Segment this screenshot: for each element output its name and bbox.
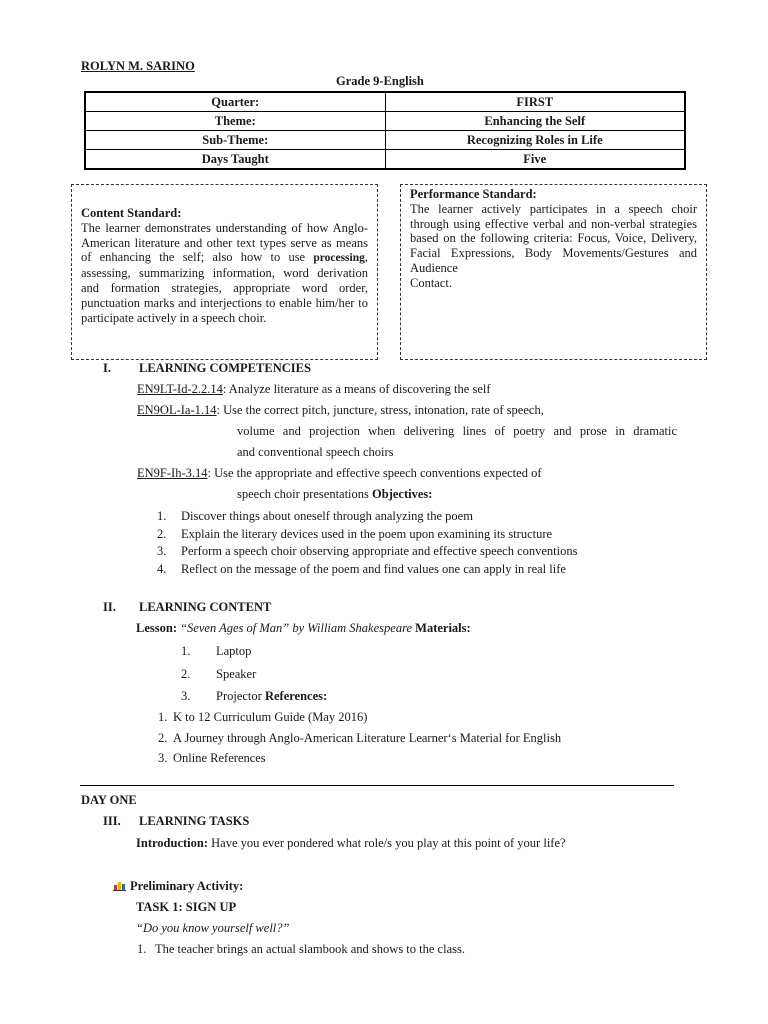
content-standard-box bbox=[71, 184, 378, 360]
objective-item: 2. Explain the literary devices used in the poem upon examining its structure bbox=[157, 527, 553, 541]
material-item: 3. Projector References: bbox=[181, 689, 328, 703]
table-row bbox=[85, 150, 685, 170]
performance-standard-box bbox=[400, 184, 707, 360]
reference-item: 3. Online References bbox=[158, 751, 266, 765]
preliminary-activity: Preliminary Activity: bbox=[113, 879, 243, 894]
competency-code: EN9OL-Ia-1.14 bbox=[137, 403, 217, 417]
table-label: Theme: bbox=[85, 112, 385, 131]
day-heading: DAY ONE bbox=[81, 793, 137, 807]
competency-code: EN9F-Ih-3.14 bbox=[137, 466, 208, 480]
presentation-icon bbox=[113, 879, 126, 891]
lesson-line bbox=[136, 621, 471, 636]
table-label: Days Taught bbox=[85, 150, 385, 170]
reference-item: 1. K to 12 Curriculum Guide (May 2016) bbox=[158, 710, 368, 724]
lesson-info-table bbox=[84, 91, 686, 170]
section-number: III. bbox=[103, 814, 121, 828]
table-value: FIRST bbox=[385, 92, 685, 112]
table-value: Five bbox=[385, 150, 685, 170]
references-label: References: bbox=[261, 689, 328, 703]
reference-item: 2. A Journey through Anglo-American Literature Learner‘s Material for English bbox=[158, 731, 562, 745]
table-row bbox=[85, 112, 685, 131]
performance-standard-heading: Performance Standard: bbox=[410, 187, 537, 201]
competency-code: EN9LT-Id-2.2.14 bbox=[137, 382, 223, 396]
competency-continuation: volume and projection when delivering lines of poetry and prose in dramatic bbox=[237, 424, 677, 438]
document-title: Grade 9-English bbox=[336, 74, 424, 88]
competency-item: EN9LT-Id-2.2.14: Analyze literature as a means of discovering the self bbox=[137, 382, 491, 396]
lesson-label: Lesson: bbox=[136, 621, 181, 635]
table-value: Recognizing Roles in Life bbox=[385, 131, 685, 150]
table-label: Sub-Theme: bbox=[85, 131, 385, 150]
objective-item: 3. Perform a speech choir observing appropriate and effective speech conventions bbox=[157, 544, 578, 558]
material-item: 2. Speaker bbox=[181, 667, 257, 681]
material-item: 1. Laptop bbox=[181, 644, 252, 658]
author-name: ROLYN M. SARINO bbox=[81, 59, 195, 73]
table-row bbox=[85, 131, 685, 150]
section-title: LEARNING TASKS bbox=[139, 814, 250, 828]
task-step: 1. The teacher brings an actual slambook and shows to the class. bbox=[137, 942, 465, 956]
competency-continuation: and conventional speech choirs bbox=[237, 445, 394, 459]
section-number: I. bbox=[103, 361, 111, 375]
section-number: II. bbox=[103, 600, 116, 614]
competency-item: EN9OL-Ia-1.14: Use the correct pitch, juncture, stress, intonation, rate of speech, bbox=[137, 403, 544, 417]
performance-standard-text-end: Contact. bbox=[410, 275, 453, 290]
objective-item: 1. Discover things about oneself through analyzing the poem bbox=[157, 509, 473, 523]
performance-standard-text: The learner actively participates in a speech choir through using effective verbal and non-verbal strategies based on the following criteria: Focus, Voice, Delivery, Facial Expressions, Body Movements/Gestures and Audience bbox=[410, 201, 697, 275]
content-standard-text: The learner demonstrates understanding of how Anglo-American literature and other text types serve as means of enhancing the self; also how to use processing, assessing, summarizing information, word derivation and formation strategies, appropriate word order, punctuation marks and interjections to enable him/her to participate actively in a speech choir. bbox=[81, 220, 368, 325]
table-row bbox=[85, 92, 685, 112]
objective-item: 4. Reflect on the message of the poem and find values one can apply in real life bbox=[157, 562, 566, 576]
introduction-label: Introduction: bbox=[136, 836, 209, 850]
content-standard-heading: Content Standard: bbox=[81, 206, 182, 220]
task-title: TASK 1: SIGN UP bbox=[136, 900, 237, 914]
table-value: Enhancing the Self bbox=[385, 112, 685, 131]
competency-item: EN9F-Ih-3.14: Use the appropriate and effective speech conventions expected of bbox=[137, 466, 542, 480]
section-divider bbox=[80, 785, 674, 786]
competency-continuation: speech choir presentations Objectives: bbox=[237, 487, 433, 501]
section-title: LEARNING COMPETENCIES bbox=[139, 361, 311, 375]
table-label: Quarter: bbox=[85, 92, 385, 112]
task-quote: “Do you know yourself well?” bbox=[136, 921, 290, 935]
section-title: LEARNING CONTENT bbox=[139, 600, 272, 614]
introduction-line: Introduction: Have you ever pondered what role/s you play at this point of your life? bbox=[136, 836, 566, 850]
materials-label: Materials: bbox=[412, 621, 471, 635]
objectives-label: Objectives: bbox=[372, 487, 433, 501]
lesson-title: “Seven Ages of Man” by William Shakespeare bbox=[180, 621, 413, 635]
